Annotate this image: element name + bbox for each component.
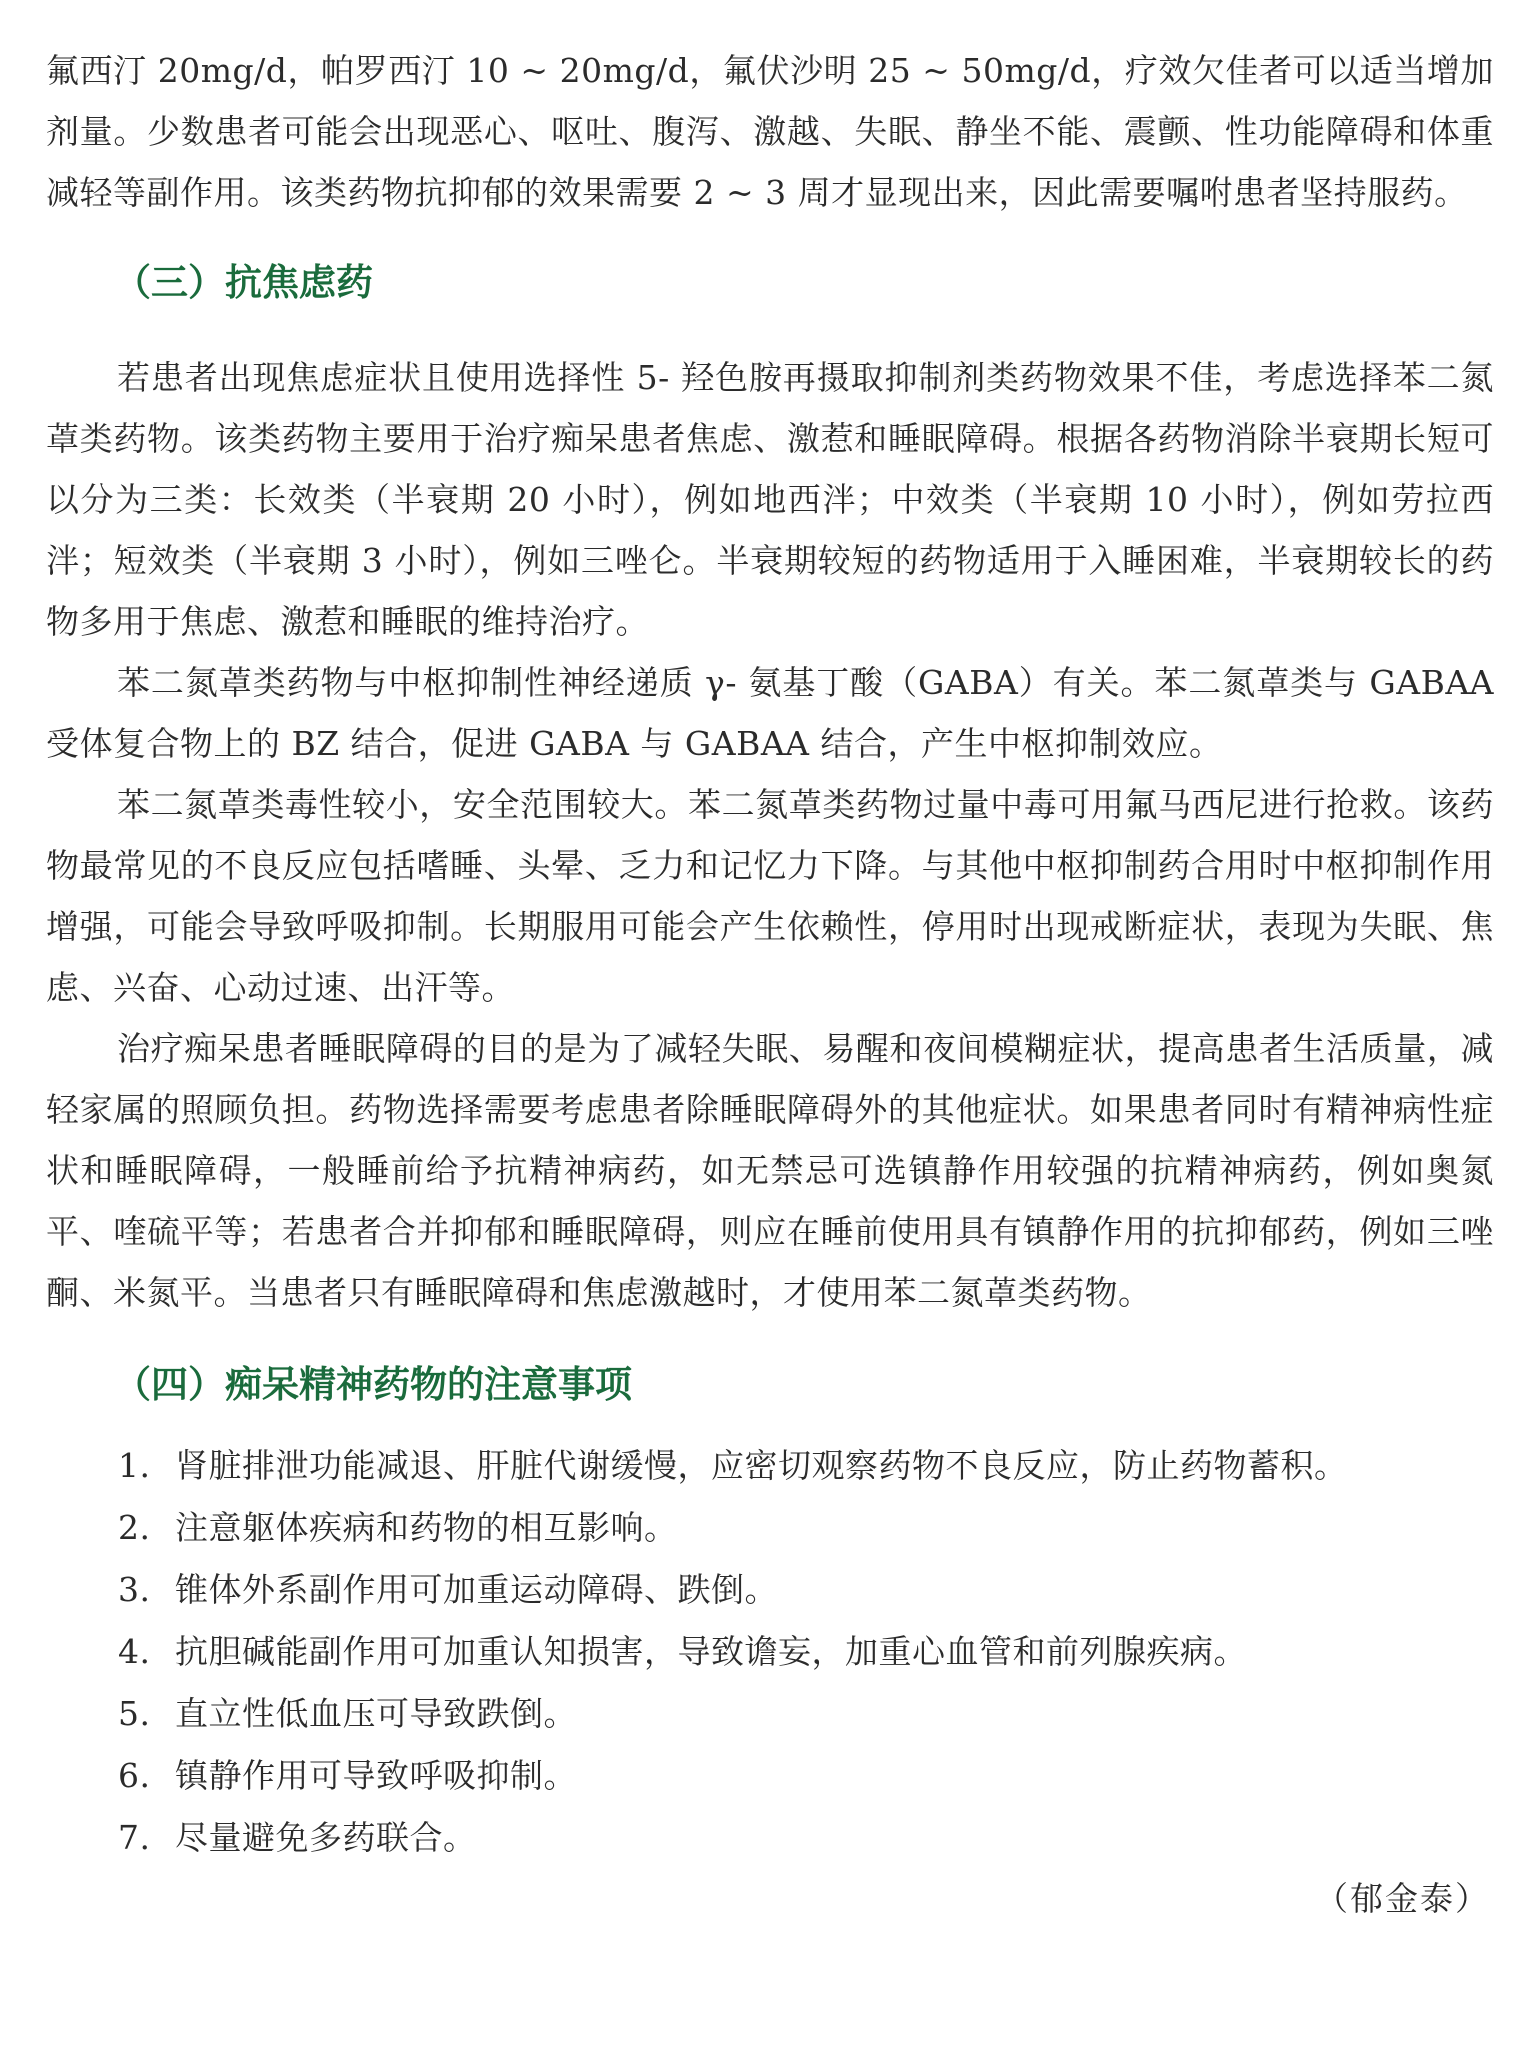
body-paragraph: 治疗痴呆患者睡眠障碍的目的是为了减轻失眠、易醒和夜间模糊症状，提高患者生活质量，减轻家属的照顾负担。药物选择需要考虑患者除睡眠障碍外的其他症状。如果患者同时有精神病性症状和睡眠障碍，一般睡前给予抗精神病药，如无禁忌可选镇静作用较强的抗精神病药，例如奥氮平、喹硫平等；若患者合并抑郁和睡眠障碍，则应在睡前使用具有镇静作用的抗抑郁药，例如三唑酮、米氮平。当患者只有睡眠障碍和焦虑激越时，才使用苯二氮䓬类药物。 (46, 1029, 1494, 1312)
list-item-number: 4. (118, 1632, 151, 1671)
list-item (118, 1807, 1494, 1869)
body-paragraph: 氟西汀 20mg/d，帕罗西汀 10 ~ 20mg/d，氟伏沙明 25 ~ 50mg/d，疗效欠佳者可以适当增加剂量。少数患者可能会出现恶心、呕吐、腹泻、激越、失眠、静坐不能、震颤、性功能障碍和体重减轻等副作用。该类药物抗抑郁的效果需要 2 ~ 3 周才显现出来，因此需要嘱咐患者坚持服药。 (46, 51, 1494, 212)
list-item-text: 尽量避免多药联合。 (175, 1818, 477, 1857)
list-item-text: 肾脏排泄功能减退、肝脏代谢缓慢，应密切观察药物不良反应，防止药物蓄积。 (175, 1446, 1348, 1485)
list-item-text: 注意躯体疾病和药物的相互影响。 (175, 1508, 678, 1547)
list-item-text: 抗胆碱能副作用可加重认知损害，导致谵妄，加重心血管和前列腺疾病。 (175, 1632, 1247, 1671)
list-item-number: 3. (118, 1570, 151, 1609)
list-item (118, 1745, 1494, 1807)
precautions-list (46, 1435, 1494, 1869)
list-item (118, 1497, 1494, 1559)
list-item-text: 锥体外系副作用可加重运动障碍、跌倒。 (175, 1570, 778, 1609)
list-item-text: 直立性低血压可导致跌倒。 (175, 1694, 577, 1733)
author-attribution: （郁金泰） (1315, 1879, 1490, 1918)
list-item-number: 6. (118, 1756, 151, 1795)
section-heading-anxiolytics: （三）抗焦虑药 (114, 261, 373, 304)
list-item-number: 1. (118, 1446, 151, 1485)
list-item (118, 1559, 1494, 1621)
list-item-number: 2. (118, 1508, 151, 1547)
document-page (46, 40, 1494, 1929)
body-paragraph: 若患者出现焦虑症状且使用选择性 5- 羟色胺再摄取抑制剂类药物效果不佳，考虑选择苯二氮䓬类药物。该类药物主要用于治疗痴呆患者焦虑、激惹和睡眠障碍。根据各药物消除半衰期长短可以分为三类：长效类（半衰期 20 小时），例如地西泮；中效类（半衰期 10 小时），例如劳拉西泮；短效类（半衰期 3 小时），例如三唑仑。半衰期较短的药物适用于入睡困难，半衰期较长的药物多用于焦虑、激惹和睡眠的维持治疗。 (46, 358, 1494, 641)
body-paragraph: 苯二氮䓬类药物与中枢抑制性神经递质 γ- 氨基丁酸（GABA）有关。苯二氮䓬类与 GABAA 受体复合物上的 BZ 结合，促进 GABA 与 GABAA 结合，产生中枢抑制效应。 (46, 663, 1494, 763)
body-paragraph: 苯二氮䓬类毒性较小，安全范围较大。苯二氮䓬类药物过量中毒可用氟马西尼进行抢救。该药物最常见的不良反应包括嗜睡、头晕、乏力和记忆力下降。与其他中枢抑制药合用时中枢抑制作用增强，可能会导致呼吸抑制。长期服用可能会产生依赖性，停用时出现戒断症状，表现为失眠、焦虑、兴奋、心动过速、出汗等。 (46, 785, 1494, 1007)
list-item-text: 镇静作用可导致呼吸抑制。 (175, 1756, 577, 1795)
list-item (118, 1683, 1494, 1745)
list-item (118, 1435, 1494, 1497)
section-heading-precautions: （四）痴呆精神药物的注意事项 (114, 1363, 632, 1406)
list-item-number: 7. (118, 1818, 151, 1857)
list-item-number: 5. (118, 1694, 151, 1733)
list-item (118, 1621, 1494, 1683)
